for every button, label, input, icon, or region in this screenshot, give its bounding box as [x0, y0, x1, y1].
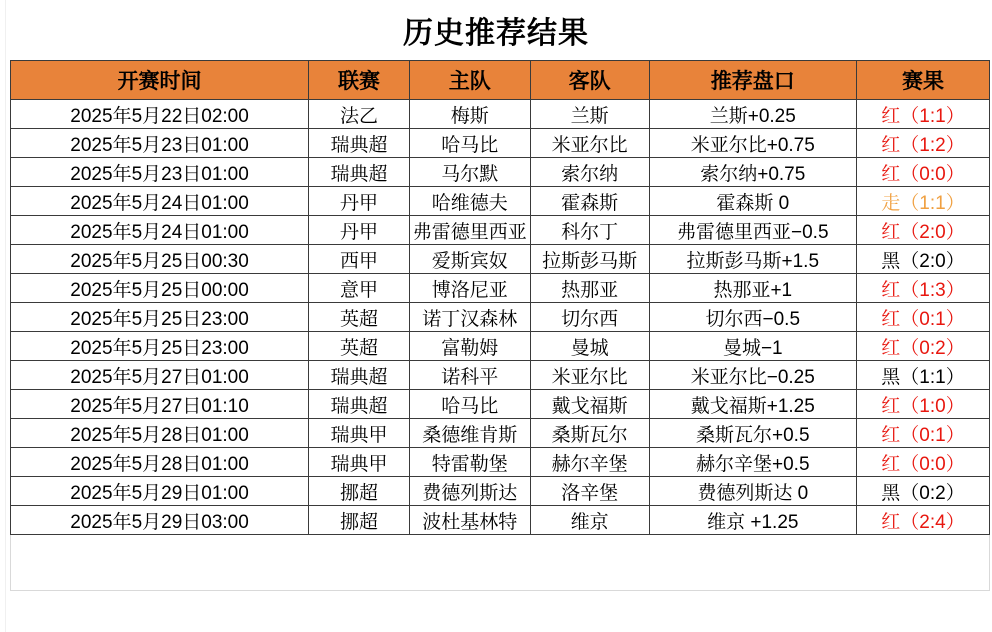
- cell-home-team: 梅斯: [409, 100, 530, 129]
- cell-result: [857, 187, 990, 216]
- result-score: （2:4）: [900, 511, 965, 533]
- table-row: [11, 390, 990, 419]
- cell-home-team: 弗雷德里西亚: [409, 216, 530, 245]
- cell-home-team: 爱斯宾奴: [409, 245, 530, 274]
- result-tag: 黑: [881, 250, 901, 272]
- cell-time: 2025年5月23日01:00: [11, 129, 309, 158]
- result-score: （2:0）: [900, 221, 965, 243]
- cell-result: [857, 332, 990, 361]
- column-header-league: 联赛: [309, 61, 410, 100]
- cell-home-team: 波杜基林特: [409, 506, 530, 535]
- table-row: [11, 187, 990, 216]
- cell-result: [857, 245, 990, 274]
- cell-home-team: 哈维德夫: [409, 187, 530, 216]
- cell-away-team: 桑斯瓦尔: [530, 419, 649, 448]
- cell-league: 英超: [309, 332, 410, 361]
- result-tag: 红: [881, 424, 901, 446]
- result-score: （1:3）: [900, 279, 965, 301]
- cell-home-team: 富勒姆: [409, 332, 530, 361]
- result-tag: 红: [881, 163, 901, 185]
- cell-result: [857, 303, 990, 332]
- cell-time: 2025年5月22日02:00: [11, 100, 309, 129]
- cell-league: 意甲: [309, 274, 410, 303]
- cell-away-team: 曼城: [530, 332, 649, 361]
- column-header-time: 开赛时间: [11, 61, 309, 100]
- cell-line: 霍森斯 0: [649, 187, 856, 216]
- table-row: [11, 303, 990, 332]
- cell-time: 2025年5月25日00:00: [11, 274, 309, 303]
- table-container: [0, 60, 992, 591]
- result-score: （0:2）: [900, 482, 965, 504]
- cell-league: 瑞典超: [309, 158, 410, 187]
- cell-line: 热那亚+1: [649, 274, 856, 303]
- cell-home-team: 诺科平: [409, 361, 530, 390]
- cell-time: 2025年5月27日01:00: [11, 361, 309, 390]
- table-header: [11, 61, 990, 100]
- cell-league: 瑞典超: [309, 129, 410, 158]
- result-tag: 黑: [881, 482, 901, 504]
- history-results-table: [10, 60, 990, 535]
- result-score: （0:1）: [900, 424, 965, 446]
- cell-league: 挪超: [309, 506, 410, 535]
- cell-time: 2025年5月24日01:00: [11, 216, 309, 245]
- table-header-row: [11, 61, 990, 100]
- cell-away-team: 赫尔辛堡: [530, 448, 649, 477]
- cell-home-team: 哈马比: [409, 129, 530, 158]
- cell-result: [857, 129, 990, 158]
- column-header-home: 主队: [409, 61, 530, 100]
- result-tag: 红: [881, 221, 901, 243]
- cell-away-team: 洛辛堡: [530, 477, 649, 506]
- table-row: [11, 419, 990, 448]
- table-row: [11, 274, 990, 303]
- cell-away-team: 米亚尔比: [530, 361, 649, 390]
- cell-result: [857, 361, 990, 390]
- cell-time: 2025年5月24日01:00: [11, 187, 309, 216]
- cell-time: 2025年5月25日23:00: [11, 303, 309, 332]
- result-tag: 走: [881, 192, 901, 214]
- cell-away-team: 拉斯彭马斯: [530, 245, 649, 274]
- cell-away-team: 米亚尔比: [530, 129, 649, 158]
- cell-league: 丹甲: [309, 187, 410, 216]
- cell-line: 米亚尔比−0.25: [649, 361, 856, 390]
- cell-league: 挪超: [309, 477, 410, 506]
- cell-line: 兰斯+0.25: [649, 100, 856, 129]
- cell-line: 赫尔辛堡+0.5: [649, 448, 856, 477]
- cell-line: 桑斯瓦尔+0.5: [649, 419, 856, 448]
- cell-home-team: 哈马比: [409, 390, 530, 419]
- cell-away-team: 热那亚: [530, 274, 649, 303]
- cell-line: 维京 +1.25: [649, 506, 856, 535]
- cell-result: [857, 477, 990, 506]
- cell-line: 切尔西−0.5: [649, 303, 856, 332]
- cell-line: 弗雷德里西亚−0.5: [649, 216, 856, 245]
- result-score: （1:1）: [900, 366, 965, 388]
- result-tag: 黑: [881, 366, 901, 388]
- result-tag: 红: [881, 279, 901, 301]
- cell-line: 拉斯彭马斯+1.5: [649, 245, 856, 274]
- table-row: [11, 129, 990, 158]
- cell-line: 费德列斯达 0: [649, 477, 856, 506]
- cell-time: 2025年5月28日01:00: [11, 419, 309, 448]
- cell-result: [857, 158, 990, 187]
- cell-league: 英超: [309, 303, 410, 332]
- result-tag: 红: [881, 453, 901, 475]
- cell-home-team: 特雷勒堡: [409, 448, 530, 477]
- result-tag: 红: [881, 105, 901, 127]
- cell-away-team: 切尔西: [530, 303, 649, 332]
- result-tag: 红: [881, 395, 901, 417]
- table-row: [11, 216, 990, 245]
- table-row: [11, 245, 990, 274]
- page-title: 历史推荐结果: [403, 17, 589, 50]
- cell-time: 2025年5月29日01:00: [11, 477, 309, 506]
- cell-result: [857, 419, 990, 448]
- cell-home-team: 费德列斯达: [409, 477, 530, 506]
- cell-time: 2025年5月25日00:30: [11, 245, 309, 274]
- cell-home-team: 桑德维肯斯: [409, 419, 530, 448]
- cell-league: 瑞典甲: [309, 419, 410, 448]
- result-score: （0:2）: [900, 337, 965, 359]
- cell-league: 丹甲: [309, 216, 410, 245]
- cell-result: [857, 216, 990, 245]
- table-row: [11, 506, 990, 535]
- cell-league: 瑞典甲: [309, 448, 410, 477]
- column-header-result: 赛果: [857, 61, 990, 100]
- cell-league: 瑞典超: [309, 361, 410, 390]
- column-header-away: 客队: [530, 61, 649, 100]
- result-score: （0:0）: [900, 163, 965, 185]
- cell-result: [857, 506, 990, 535]
- cell-league: 法乙: [309, 100, 410, 129]
- result-score: （2:0）: [900, 250, 965, 272]
- cell-result: [857, 448, 990, 477]
- table-row: [11, 477, 990, 506]
- cell-line: 米亚尔比+0.75: [649, 129, 856, 158]
- sheet-empty-area: [10, 535, 990, 591]
- cell-away-team: 霍森斯: [530, 187, 649, 216]
- table-row: [11, 332, 990, 361]
- cell-line: 索尔纳+0.75: [649, 158, 856, 187]
- result-score: （1:0）: [900, 395, 965, 417]
- table-row: [11, 361, 990, 390]
- cell-result: [857, 390, 990, 419]
- result-tag: 红: [881, 134, 901, 156]
- result-tag: 红: [881, 337, 901, 359]
- cell-home-team: 诺丁汉森林: [409, 303, 530, 332]
- table-row: [11, 448, 990, 477]
- cell-result: [857, 100, 990, 129]
- result-score: （1:1）: [900, 192, 965, 214]
- result-score: （0:0）: [900, 453, 965, 475]
- cell-away-team: 科尔丁: [530, 216, 649, 245]
- cell-line: 戴戈福斯+1.25: [649, 390, 856, 419]
- result-score: （1:2）: [900, 134, 965, 156]
- cell-away-team: 戴戈福斯: [530, 390, 649, 419]
- column-header-line: 推荐盘口: [649, 61, 856, 100]
- table-row: [11, 158, 990, 187]
- result-tag: 红: [881, 308, 901, 330]
- result-tag: 红: [881, 511, 901, 533]
- cell-home-team: 博洛尼亚: [409, 274, 530, 303]
- result-score: （0:1）: [900, 308, 965, 330]
- cell-result: [857, 274, 990, 303]
- cell-league: 西甲: [309, 245, 410, 274]
- cell-time: 2025年5月29日03:00: [11, 506, 309, 535]
- cell-time: 2025年5月28日01:00: [11, 448, 309, 477]
- cell-time: 2025年5月27日01:10: [11, 390, 309, 419]
- result-score: （1:1）: [900, 105, 965, 127]
- table-body: [11, 100, 990, 535]
- sheet-left-margin: [0, 0, 6, 632]
- cell-time: 2025年5月23日01:00: [11, 158, 309, 187]
- cell-away-team: 兰斯: [530, 100, 649, 129]
- table-row: [11, 100, 990, 129]
- cell-home-team: 马尔默: [409, 158, 530, 187]
- cell-away-team: 索尔纳: [530, 158, 649, 187]
- cell-time: 2025年5月25日23:00: [11, 332, 309, 361]
- cell-line: 曼城−1: [649, 332, 856, 361]
- cell-away-team: 维京: [530, 506, 649, 535]
- cell-league: 瑞典超: [309, 390, 410, 419]
